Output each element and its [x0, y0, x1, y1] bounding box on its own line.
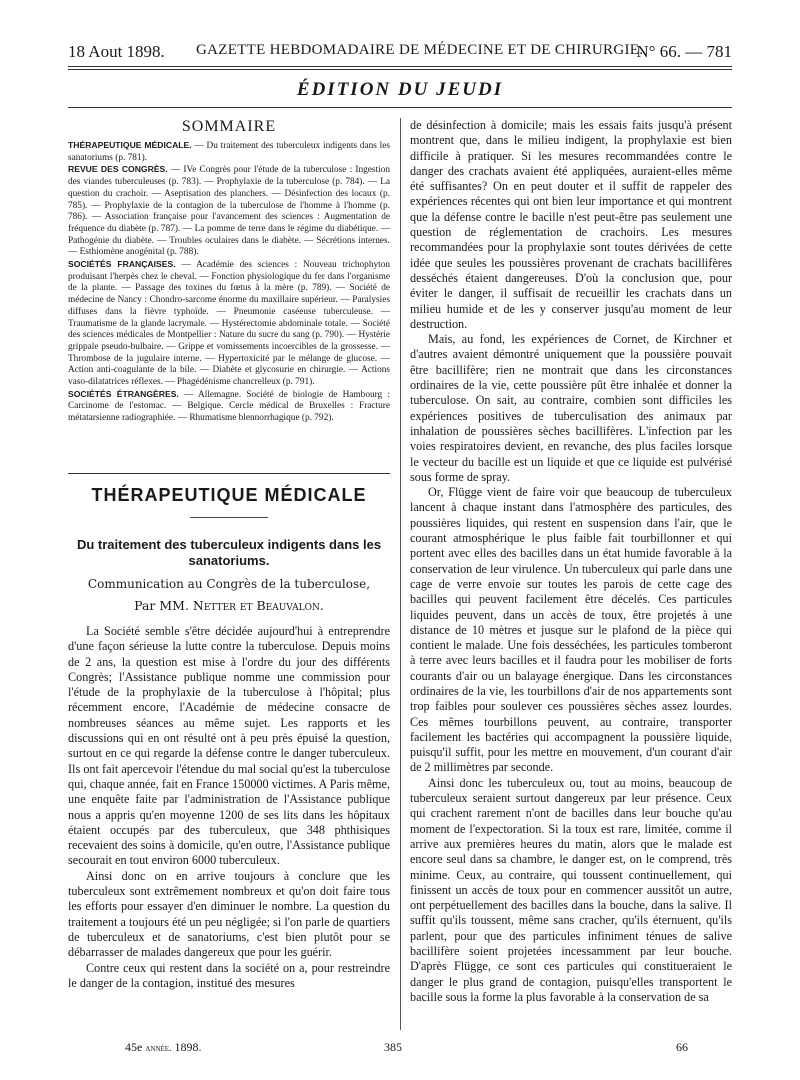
- edition-banner: ÉDITION DU JEUDI: [296, 79, 504, 100]
- paragraph: Ainsi donc on en arrive toujours à conclure que les tuberculeux sont extrêmement nombreux et qu'on doit faire tous les efforts pour essayer d'en diminuer le nombre. La question du traitement a toujours été un peu négligée; si l'on parle de quartiers de tuberculeux et de sanatoriums, c'est bien plutôt pour se débarrasser de malades dangereux que pour les guérir.: [68, 868, 390, 960]
- running-header: [68, 40, 732, 62]
- sommaire-title: SOMMAIRE: [181, 118, 277, 135]
- article-communication: Communication au Congrès de la tuberculose,: [87, 577, 371, 591]
- header-rule: [68, 66, 732, 67]
- paragraph: de désinfection à domicile; mais les essais faits jusqu'à présent montrent que, dans le milieu indigent, la prophylaxie est bien difficile à pratiquer. Si les mesures recommandées contre le danger des crachats avaient été appliquées, auraient-elles même été suffisantes? On en peut douter et il suffit de rappeler des expériences récentes qui ont bien leur importance et qui montrent que la défense contre le bacille n'est peut-être pas seulement une question de réglementation de crachoirs. Les mesures recommandées pour la prophylaxie sont toutes dérivées de cette idée que seules les poussières provenant de crachats bacillifères desséchés étaient dangereuses. D'où la conclusion que, pour éviter le danger, il suffisait de recueillir les crachats dans un milieu humide et de les y conserver jusqu'au moment de leur destruction.: [410, 118, 732, 331]
- journal-title: GAZETTE HEBDOMADAIRE DE MÉDECINE ET DE CHIRURGIE.: [196, 42, 644, 58]
- paragraph: Ainsi donc les tuberculeux ou, tout au moins, beaucoup de tuberculeux seraient surtout dangereux par leur présence. Ceux qui crachent rarement n'ont de bacilles dans leur bouche qu'au moment de l'expectoration. Si la toux est rare, limitée, comme il arrive aux premières heures du matin, alors que le malade est encore seul dans sa chambre, le danger est, on le comprend, très minime. Ceux, au contraire, qui toussent continuellement, qui finissent un accès de toux pour en commencer aussitôt un autre, ont perpétuellement des bacilles dans la bouche, dans la salive. Il suffit qu'ils toussent, même sans cracher, qu'ils éternuent, qu'ils parlent, pour que des particules infiniment ténues de salive bacillifère soient projetées incessamment par leur bouche. D'après Flügge, ce sont ces particules qui constitueraient le danger le plus grand de contagion, puisqu'elles transportent le bacille sous la forme la plus favorable à la conservation de sa: [410, 775, 732, 1004]
- sommaire-entry: REVUE DES CONGRÈS. — IVe Congrès pour l'étude de la tuberculose : Ingestion des viandes tuberculeuses (p. 783). — Prophylaxie de la tuberculose (p. 784). — La question du crachoir. — Aseptisation des planchers. — Désinfection des locaux (p. 785). — Prophylaxie de la contagion de la tuberculose de l'homme à l'homme (p. 786). — Association française pour l'avancement des sciences : Augmentation de fréquence du diabète (p. 787). — La pomme de terre dans le régime du diabétique. — Pathogénie du diabète. — Troubles oculaires dans le diabète. — Sécrétions internes. — Esthiomène anogénital (p. 788).: [68, 164, 390, 258]
- sommaire-entry: THÉRAPEUTIQUE MÉDICALE. — Du traitement des tuberculeux indigents dans les sanatoriums (p. 781).: [68, 140, 391, 163]
- section-title: THÉRAPEUTIQUE MÉDICALE: [91, 485, 367, 505]
- paragraph: La Société semble s'être décidée aujourd'hui à entreprendre d'une façon sérieuse la lutte contre la tuberculose. Depuis moins de 2 ans, la question est mise à l'ordre du jour des différents Congrès; l'Assistance publique nomme une commission pour l'étude de la prophylaxie de la tuberculose à l'hôpital; plus récemment encore, l'Académie de médecine consacre de nombreuses séances au même sujet. Les rapports et les discussions qui en ont résulté ont à peu près épuisé la question, surtout en ce qui regarde la défense contre le danger tuberculeux. Ils ont fait apercevoir l'étendue du mal social qu'est la tuberculose qui, chaque année, fait en France 150000 victimes. A Paris même, une enquête faite par l'administration de l'Assistance publique nous a appris qu'en moyenne 1200 de ses lits dans les hôpitaux étaient occupés par des tuberculeux, que 348 phthisiques recevaient des soins à domicile, qu'en outre, l'Assistance publique secourait en tout environ 6000 tuberculeux.: [68, 624, 390, 868]
- article-title: Du traitement des tuberculeux indigents dans les sanatoriums.: [76, 537, 382, 568]
- paragraph: Contre ceux qui restent dans la société on a, pour restreindre le danger de la contagion, institué des mesures: [68, 960, 390, 990]
- footer-issue-page: 66: [676, 1040, 688, 1054]
- sommaire-block: [68, 118, 390, 425]
- issue-number: N° 66. — 781: [636, 42, 732, 61]
- issue-date: 18 Aout 1898.: [68, 42, 165, 61]
- right-column-body: [410, 118, 732, 1005]
- title-ornament-rule: [190, 517, 268, 518]
- footer-page-number: 385: [384, 1040, 402, 1054]
- left-column-body: [68, 624, 390, 991]
- article-authors: Par MM. Netter et Beauvalon.: [134, 598, 324, 613]
- header-rule-double: [68, 69, 732, 70]
- sommaire-entry: SOCIÉTÉS ÉTRANGÈRES. — Allemagne. Société de biologie de Hambourg : Carcinome de l'estomac. — Belgique. Cercle médical de Bruxelles : Fracture métatarsienne radiographiée. — Rhumatisme blennorrhagique (p. 792).: [68, 388, 390, 424]
- sommaire-entry: SOCIÉTÉS FRANÇAISES. — Académie des sciences : Nouveau trichophyton produisant l'herpès chez le cheval. — Fonction physiologique du fer dans l'organisme de la plante. — Passage des toxines du fœtus à la mère (p. 789). — Société de médecine de Nancy : Chondro-sarcome énorme du maxillaire supérieur. — Paralysies diffuses dans la fièvre typhoïde. — Pneumonie caséeuse tuberculeuse. — Traumatisme de la glande lacrymale. — Hystérectomie abdominale totale. — Société des sciences médicales de Montpellier : Nature du sucre du sang (p. 790). — Hystérie grippale pseudo-bulbaire. — Grippe et vomissements incoercibles de la grossesse. — Thrombose de la jugulaire interne. — Hypertoxicité par le mélange de glucose. — Action anti-coagulante de la bile. — Diabète et glycosurie en chirurgie. — Actions vaso-dilatatrices réflexes. — Phagédénisme chancrelleux (p. 791).: [68, 259, 390, 388]
- column-divider: [400, 118, 401, 1030]
- footer-year: 45e année. 1898.: [125, 1040, 202, 1054]
- paragraph: Or, Flügge vient de faire voir que beaucoup de tuberculeux lancent à chaque instant dans l'atmosphère des particules, des poussières liquides, qui restent en suspension dans l'air, que le courant atmosphérique le plus faible fait tourbillonner et qui portent avec elles des bacilles dans un état humide favorable à la conservation de leur virulence. Un tuberculeux qui parle dans une cage de verre envoie sur toutes les parois de cette cage des bacilles qui peuvent facilement être décelés. Ces particules liquides peuvent, dans un accès de toux, être projetés à une distance de 10 mètres et jusque sur le plafond de la pièce qui contient le malade. Une fois desséchées, les particules tomberont à terre avec leurs bacilles et il faudra pour les mobiliser de forts courants d'air ou un balayage énergique. Dans les circonstances ordinaires de la vie, les tourbillons d'air de nos appartements sont trop faibles pour soulever ces poussières sèches assez lourdes. Ces mêmes tourbillons peuvent, au contraire, transporter facilement les bactéries qui accompagnent la poussière liquide, puisqu'il suffit, pour les mettre en mouvement, d'un courant d'air de 2 millimètres par seconde.: [410, 485, 732, 775]
- paragraph: Mais, au fond, les expériences de Cornet, de Kirchner et d'autres avaient démontré uniquement que la poussière pouvait être bacillifère; rien ne montrait que dans les circonstances ordinaires de la vie, cette poussière pût être inhalée et donner la tuberculose. On sait, au contraire, combien sont difficiles les expériences positives de tuberculisation des animaux par inhalation de poussières sèches bacillifères. L'infection par les voies respiratoires devient, en revanche, des plus faciles lorsque le vecteur du bacille est un liquide et que ce liquide est pulvérisé sous forme de spray.: [410, 332, 732, 484]
- section-rule: [68, 473, 390, 474]
- edition-rule: [68, 107, 732, 108]
